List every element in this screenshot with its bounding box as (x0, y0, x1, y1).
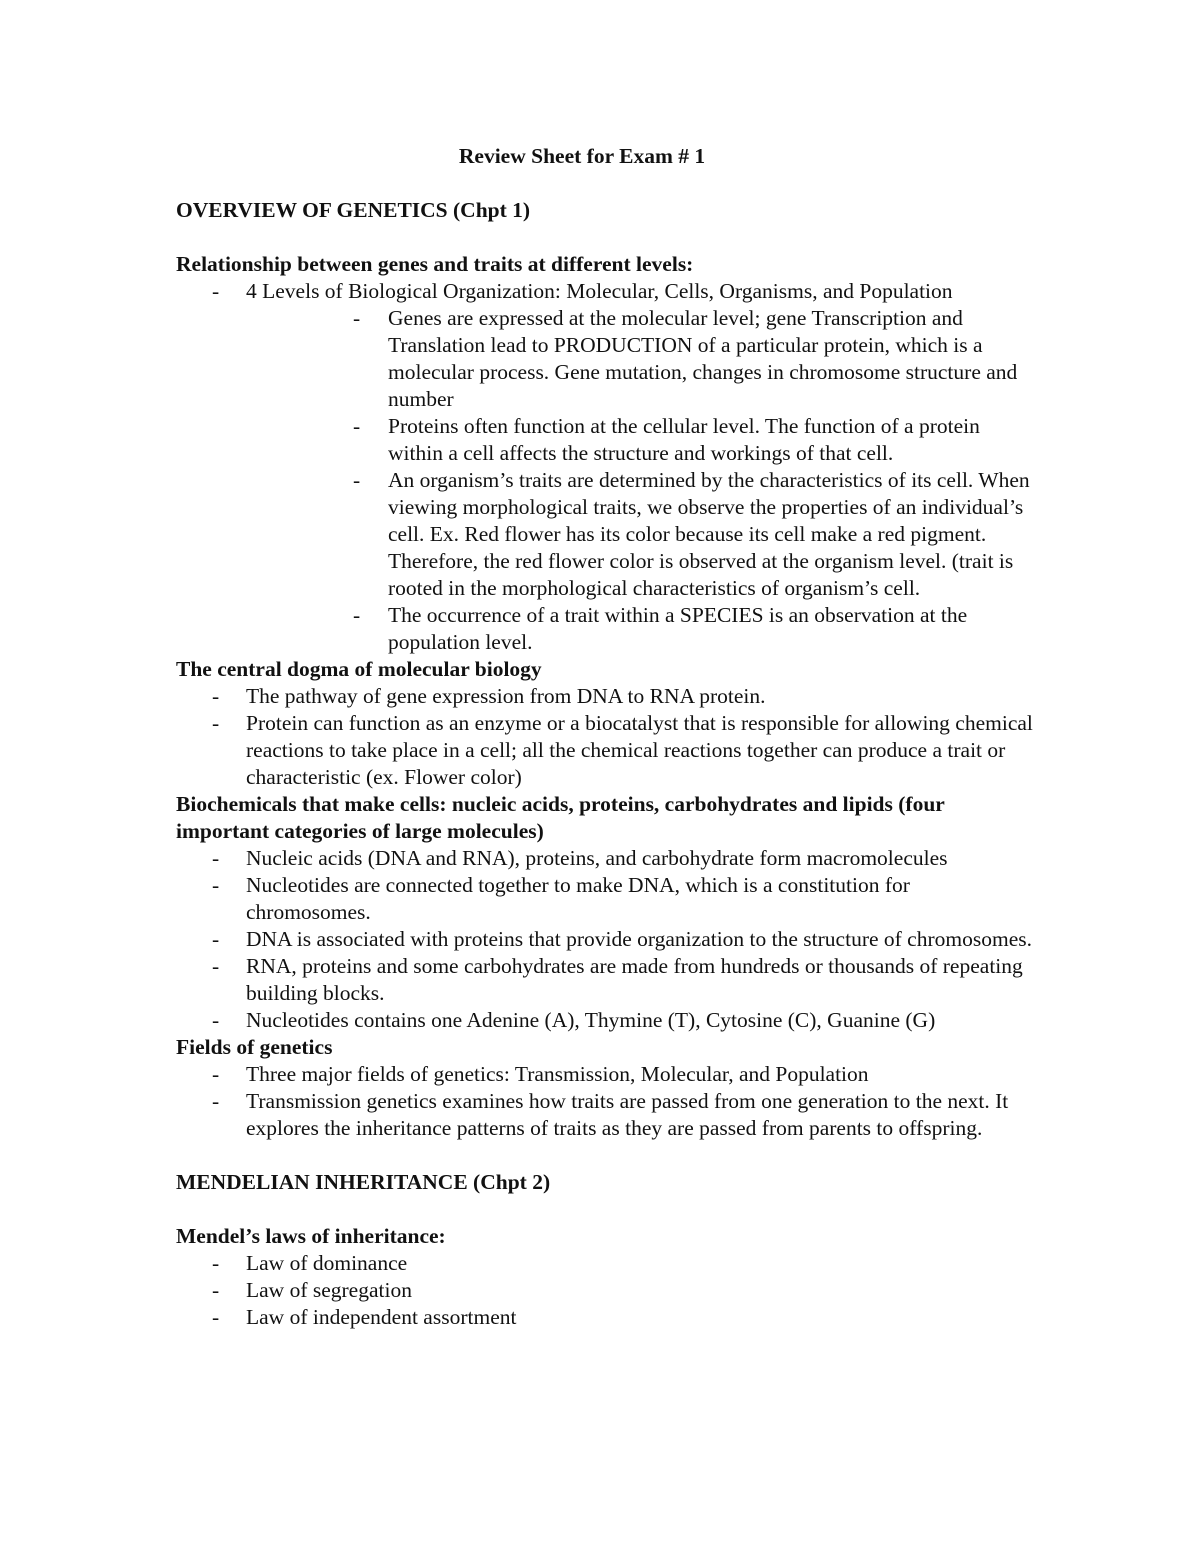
bullet-dash: - (212, 873, 220, 897)
bullet-dash: - (212, 954, 220, 978)
fields-list (176, 1061, 1036, 1142)
spacer (176, 1142, 1036, 1169)
section-heading-overview: OVERVIEW OF GENETICS (Chpt 1) (176, 198, 531, 222)
sub-list-item-text: An organism’s traits are determined by the characteristics of its cell. When viewing morphological traits, we observe the properties of an individual’s cell. Ex. Red flower has its color because its cell make a red pigment. Therefore, the red flower color is observed at the organism level. (trait is rooted in the morphological characteristics of organism’s cell. (388, 468, 1030, 600)
list-item-text: DNA is associated with proteins that provide organization to the structure of chromosomes. (246, 927, 1032, 951)
sub-list-item (246, 305, 1036, 413)
list-item-text: The pathway of gene expression from DNA to RNA protein. (246, 684, 766, 708)
bullet-dash: - (212, 1008, 220, 1032)
list-item (176, 926, 1036, 953)
bullet-dash: - (212, 1251, 220, 1275)
list-item (176, 845, 1036, 872)
page-title: Review Sheet for Exam # 1 (458, 144, 706, 168)
sub-list-item (246, 413, 1036, 467)
list-item-text: RNA, proteins and some carbohydrates are made from hundreds or thousands of repeating building blocks. (246, 954, 1023, 1005)
list-item (176, 1007, 1036, 1034)
list-item (176, 278, 1036, 656)
bullet-dash: - (353, 468, 361, 492)
subheading-mendel-laws: Mendel’s laws of inheritance: (176, 1224, 446, 1248)
list-item-text: Protein can function as an enzyme or a biocatalyst that is responsible for allowing chemical reactions to take place in a cell; all the chemical reactions together can produce a trait or characteristic (ex. Flower color) (246, 711, 1033, 789)
list-item (176, 710, 1036, 791)
list-item-text: Nucleotides contains one Adenine (A), Thymine (T), Cytosine (C), Guanine (G) (246, 1008, 936, 1032)
central-dogma-list (176, 683, 1036, 791)
relationship-list (176, 278, 1036, 656)
subheading-biochemicals: Biochemicals that make cells: nucleic acids, proteins, carbohydrates and lipids (four important categories of large molecules) (176, 792, 945, 843)
sub-list-item (246, 602, 1036, 656)
list-item (176, 1304, 1036, 1331)
list-item-text: Law of dominance (246, 1251, 408, 1275)
mendel-laws-list (176, 1250, 1036, 1331)
bullet-dash: - (212, 1062, 220, 1086)
list-item (176, 683, 1036, 710)
list-item (176, 872, 1036, 926)
bullet-dash: - (212, 1305, 220, 1329)
bullet-dash: - (212, 927, 220, 951)
bullet-dash: - (353, 414, 361, 438)
section-heading-mendelian: MENDELIAN INHERITANCE (Chpt 2) (176, 1170, 551, 1194)
list-item-text: Three major fields of genetics: Transmission, Molecular, and Population (246, 1062, 869, 1086)
sub-list-item-text: Proteins often function at the cellular level. The function of a protein within a cell affects the structure and workings of that cell. (388, 414, 980, 465)
list-item (176, 953, 1036, 1007)
subheading-central-dogma: The central dogma of molecular biology (176, 657, 542, 681)
sub-list-item-text: The occurrence of a trait within a SPECIES is an observation at the population level. (388, 603, 968, 654)
list-item (176, 1061, 1036, 1088)
bullet-dash: - (212, 1278, 220, 1302)
bullet-dash: - (212, 711, 220, 735)
bullet-dash: - (353, 603, 361, 627)
biochemicals-list (176, 845, 1036, 1034)
list-item-text: Law of independent assortment (246, 1305, 517, 1329)
bullet-dash: - (212, 846, 220, 870)
list-item-text: 4 Levels of Biological Organization: Molecular, Cells, Organisms, and Population (246, 279, 953, 303)
list-item-text: Nucleic acids (DNA and RNA), proteins, and carbohydrate form macromolecules (246, 846, 948, 870)
subheading-relationship: Relationship between genes and traits at different levels: (176, 252, 694, 276)
sub-list-item (246, 467, 1036, 602)
levels-sublist (246, 305, 1036, 656)
list-item-text: Transmission genetics examines how traits are passed from one generation to the next. It explores the inheritance patterns of traits as they are passed from parents to offspring. (246, 1089, 1009, 1140)
subheading-fields: Fields of genetics (176, 1035, 333, 1059)
bullet-dash: - (353, 306, 361, 330)
review-sheet-page (176, 143, 1036, 1331)
list-item-text: Law of segregation (246, 1278, 412, 1302)
list-item (176, 1277, 1036, 1304)
sub-list-item-text: Genes are expressed at the molecular level; gene Transcription and Translation lead to PRODUCTION of a particular protein, which is a molecular process. Gene mutation, changes in chromosome structure and number (388, 306, 1018, 411)
list-item-text: Nucleotides are connected together to make DNA, which is a constitution for chromosomes. (246, 873, 910, 924)
bullet-dash: - (212, 279, 220, 303)
list-item (176, 1088, 1036, 1142)
list-item (176, 1250, 1036, 1277)
bullet-dash: - (212, 1089, 220, 1113)
bullet-dash: - (212, 684, 220, 708)
